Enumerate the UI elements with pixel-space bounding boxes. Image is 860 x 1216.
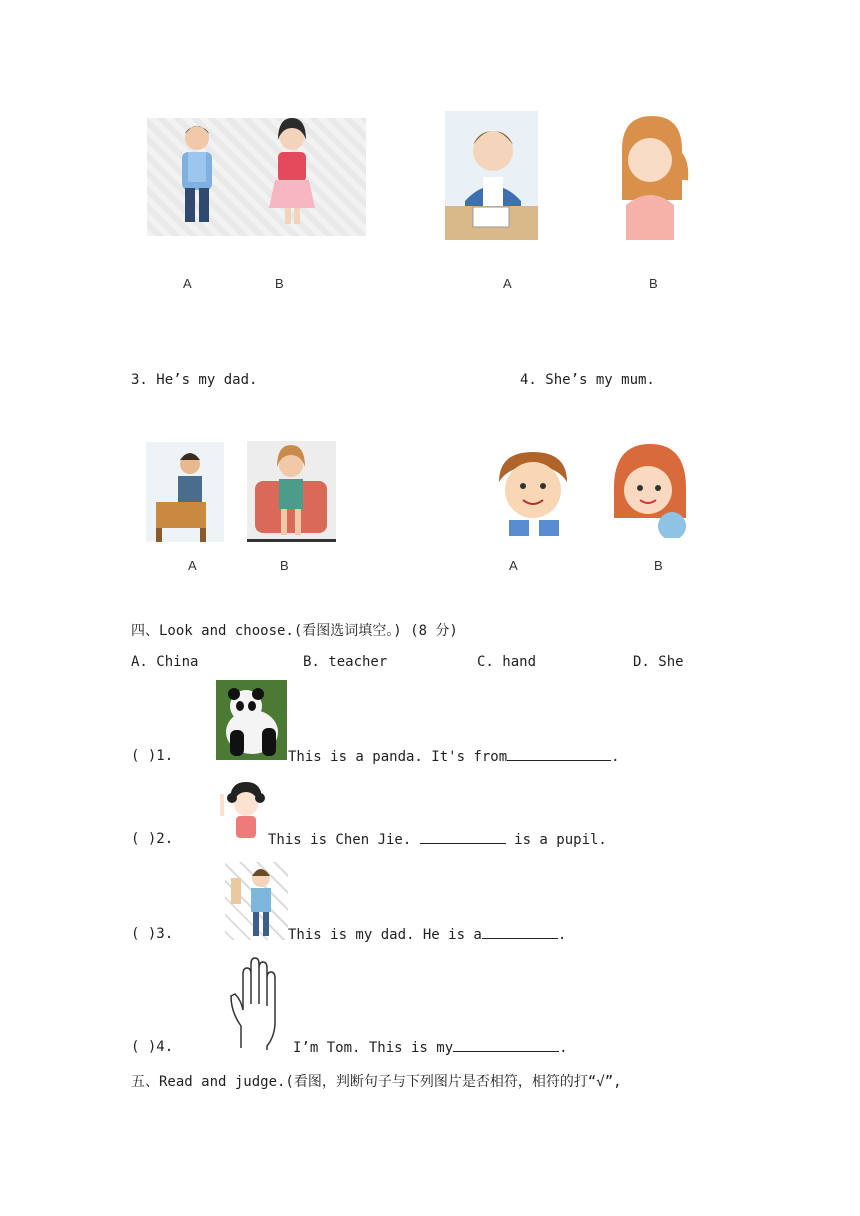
question-2-before: This is Chen Jie. [268, 832, 420, 848]
item-4-text: 4. She’s my mum. [520, 372, 655, 388]
mid-right-label-a: A [509, 558, 518, 573]
girl-on-phone-image [602, 110, 695, 240]
question-2-blank[interactable] [420, 831, 506, 844]
question-1-blank[interactable] [507, 748, 611, 761]
question-4-after: . [559, 1040, 568, 1056]
mid-left-label-a: A [188, 558, 197, 573]
boy-on-phone-image [445, 111, 538, 240]
item-3-text: 3. He’s my dad. [131, 372, 258, 388]
question-4-paren: ( )4. [131, 1039, 174, 1055]
question-3-before: This is my dad. He is a [288, 927, 482, 943]
question-1-text [288, 748, 620, 765]
question-4-text [293, 1039, 568, 1056]
option-b: B. teacher [303, 654, 388, 670]
question-3-paren: ( )3. [131, 926, 174, 942]
girl-pointing-image [214, 780, 268, 844]
section-4-heading: 四、Look and choose.(看图选词填空。) (8 分) [131, 623, 458, 639]
mid-left-label-b: B [280, 558, 289, 573]
question-3-blank[interactable] [482, 926, 558, 939]
question-1-paren: ( )1. [131, 748, 174, 764]
panda-image [216, 680, 287, 760]
question-1-before: This is a panda. It's from [288, 749, 508, 765]
cartoon-boy-image [489, 446, 578, 536]
top-right-label-b: B [649, 276, 658, 291]
option-d: D. She [633, 654, 684, 670]
man-woman-image [147, 118, 366, 236]
top-right-label-a: A [503, 276, 512, 291]
question-3-text [288, 926, 566, 943]
woman-on-chair-image [247, 441, 336, 542]
option-a: A. China [131, 654, 199, 670]
question-4-before: I’m Tom. This is my [293, 1040, 454, 1056]
question-4-blank[interactable] [453, 1039, 559, 1052]
mid-right-label-b: B [654, 558, 663, 573]
top-left-label-a: A [183, 276, 192, 291]
hand-image [227, 952, 283, 1050]
man-on-chair-image [146, 442, 224, 542]
cartoon-girl-image [606, 438, 691, 538]
question-2-paren: ( )2. [131, 831, 174, 847]
section-5-heading: 五、Read and judge.(看图，判断句子与下列图片是否相符，相符的打“√”, [131, 1074, 622, 1090]
teacher-image [225, 862, 288, 940]
question-2-after: is a pupil. [505, 832, 607, 848]
option-c: C. hand [477, 654, 537, 670]
question-2-text [268, 831, 607, 848]
question-3-after: . [557, 927, 567, 943]
top-left-label-b: B [275, 276, 284, 291]
question-1-after: . [611, 749, 620, 765]
